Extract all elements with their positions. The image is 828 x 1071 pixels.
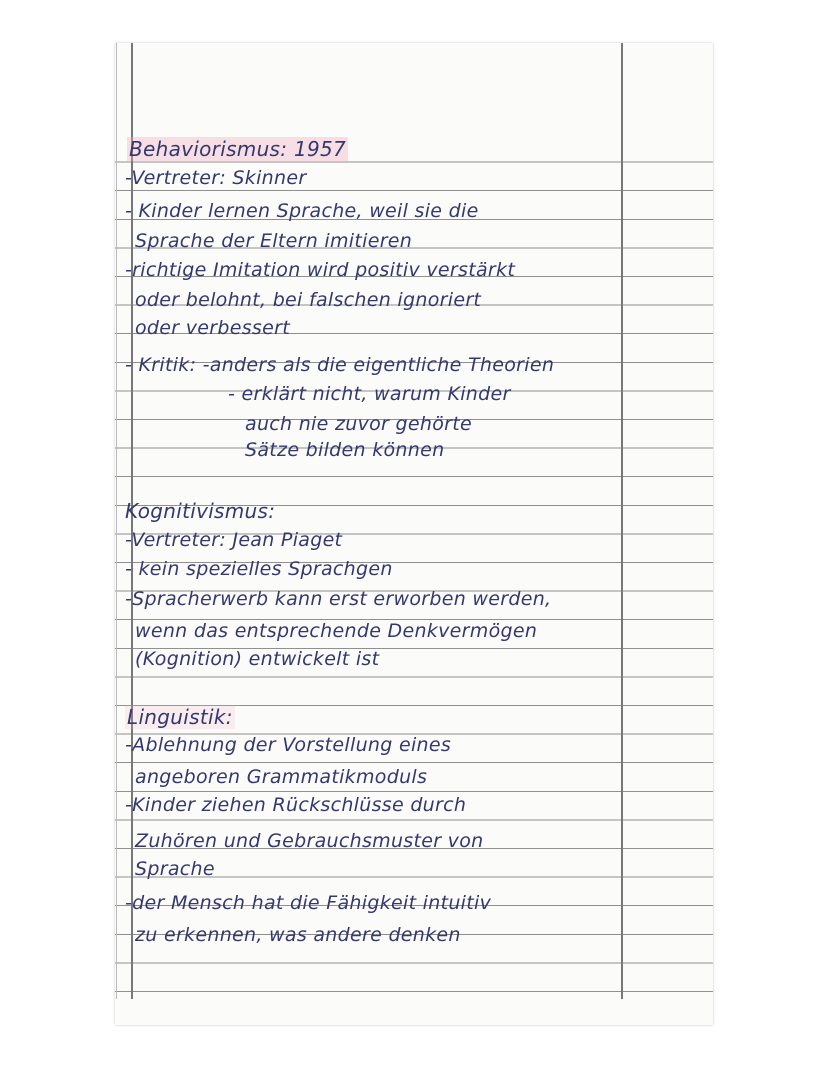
note-line: Sprache der Eltern imitieren: [135, 230, 413, 252]
note-line: -der Mensch hat die Fähigkeit intuitiv: [125, 892, 492, 914]
note-line: -Vertreter: Jean Piaget: [125, 529, 343, 551]
note-line: oder verbessert: [135, 317, 290, 339]
note-line: auch nie zuvor gehörte: [245, 413, 472, 435]
page-footer-blank: [115, 999, 713, 1025]
page-header-blank: [115, 43, 713, 135]
note-line: Sprache: [135, 858, 215, 880]
title-text: Behaviorismus: 1957: [129, 137, 347, 161]
note-line: angeboren Grammatikmoduls: [135, 766, 428, 788]
page-edge-line: [116, 43, 117, 1025]
note-line: -Vertreter: Skinner: [125, 167, 307, 189]
note-line: Zuhören und Gebrauchsmuster von: [135, 830, 484, 852]
section-title: [127, 137, 348, 161]
right-margin-line: [621, 43, 623, 1025]
note-line: - Kinder lernen Sprache, weil sie die: [125, 200, 479, 222]
note-line: oder belohnt, bei falschen ignoriert: [135, 289, 482, 311]
note-line: - kein spezielles Sprachgen: [125, 558, 393, 580]
note-line: Sätze bilden können: [245, 439, 445, 461]
note-line: (Kognition) entwickelt ist: [135, 648, 380, 670]
section-title: Kognitivismus:: [125, 499, 276, 523]
note-line: wenn das entsprechende Denkvermögen: [135, 620, 538, 642]
note-line: -Kinder ziehen Rückschlüsse durch: [125, 794, 467, 816]
note-line: - erklärt nicht, warum Kinder: [228, 383, 511, 405]
title-text: Linguistik:: [127, 705, 233, 729]
note-line: -Ablehnung der Vorstellung eines: [125, 734, 452, 756]
note-line: -Spracherwerb kann erst erworben werden,: [125, 588, 552, 610]
note-line: - Kritik: -anders als die eigentliche Theorien: [125, 354, 555, 376]
section-title: [125, 705, 235, 729]
note-line: -richtige Imitation wird positiv verstärkt: [125, 259, 516, 281]
note-line: zu erkennen, was andere denken: [135, 924, 461, 946]
